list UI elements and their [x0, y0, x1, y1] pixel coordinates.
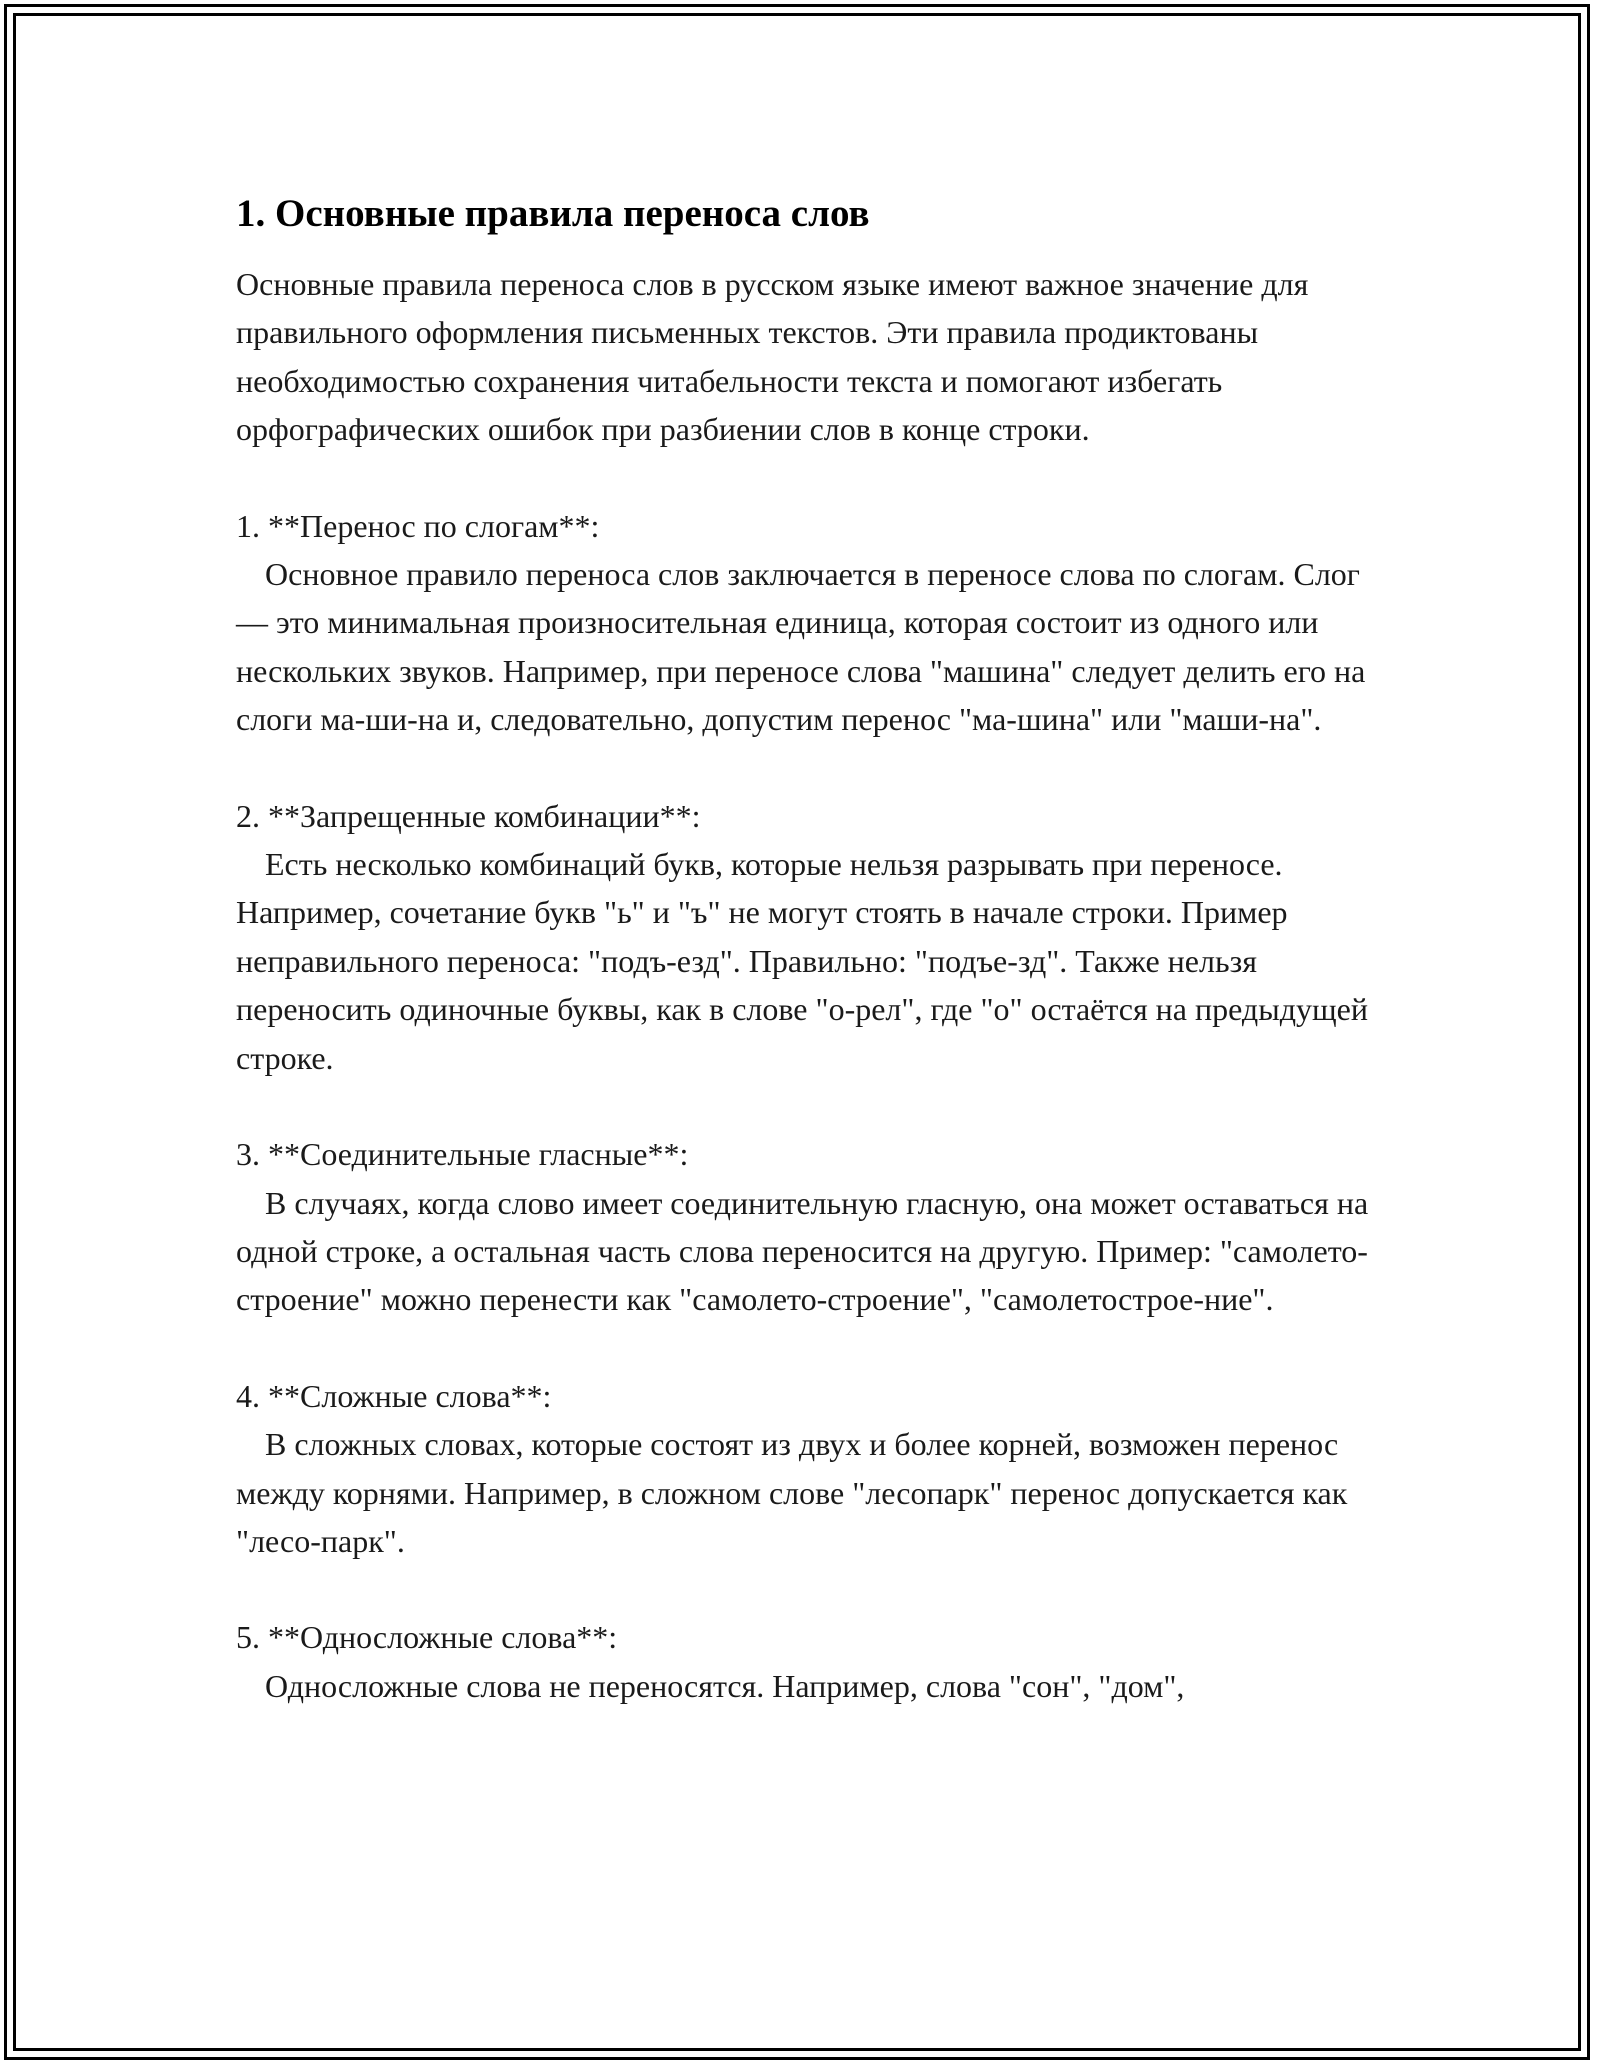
rule-section-syllables [236, 502, 1376, 744]
rule-section-connecting-vowels [236, 1130, 1376, 1324]
section-body: Основное правило переноса слов заключается в переносе слова по слогам. Слог — это минимальная произносительная единица, которая состоит из одного или нескольких звуков. Например, при переносе слова "машина" следует делить его на слоги ма-ши-на и, следовательно, допустим перенос "ма-шина" или "маши-на". [236, 556, 1366, 738]
rule-section-forbidden-combinations [236, 792, 1376, 1082]
section-heading: 1. **Перенос по слогам**: [236, 507, 600, 544]
section-body: В случаях, когда слово имеет соединительную гласную, она может оставаться на одной строке, а остальная часть слова переносится на другую. Пример: "самолето-строение" можно перенести как "самолето-строение", "самолетострое-ние". [236, 1184, 1369, 1318]
intro-paragraph: Основные правила переноса слов в русском языке имеют важное значение для правильного оформления письменных текстов. Эти правила продиктованы необходимостью сохранения читабельности текста и помогают избегать орфографических ошибок при разбиении слов в конце строки. [236, 266, 1309, 448]
section-heading: 3. **Соединительные гласные**: [236, 1136, 689, 1173]
section-body: Есть несколько комбинаций букв, которые нельзя разрывать при переносе. Например, сочетание букв "ь" и "ъ" не могут стоять в начале строки. Пример неправильного переноса: "подъ-езд". Правильно: "подъе-зд". Также нельзя переносить одиночные буквы, как в слове "о-рел", где "о" остаётся на предыдущей строке. [236, 846, 1368, 1076]
section-heading: 2. **Запрещенные комбинации**: [236, 797, 701, 834]
rule-section-compound-words [236, 1372, 1376, 1566]
section-body: Односложные слова не переносятся. Например, слова "сон", "дом", [265, 1667, 1185, 1704]
section-heading: 4. **Сложные слова**: [236, 1377, 552, 1414]
document-body [236, 186, 1376, 1710]
rule-section-monosyllabic-words [236, 1613, 1376, 1710]
section-body: В сложных словах, которые состоят из двух и более корней, возможен перенос между корнями. Например, в сложном слове "лесопарк" перенос допускается как "лесо-парк". [236, 1426, 1348, 1559]
document-title: 1. Основные правила переноса слов [236, 192, 870, 235]
section-heading: 5. **Односложные слова**: [236, 1619, 618, 1656]
